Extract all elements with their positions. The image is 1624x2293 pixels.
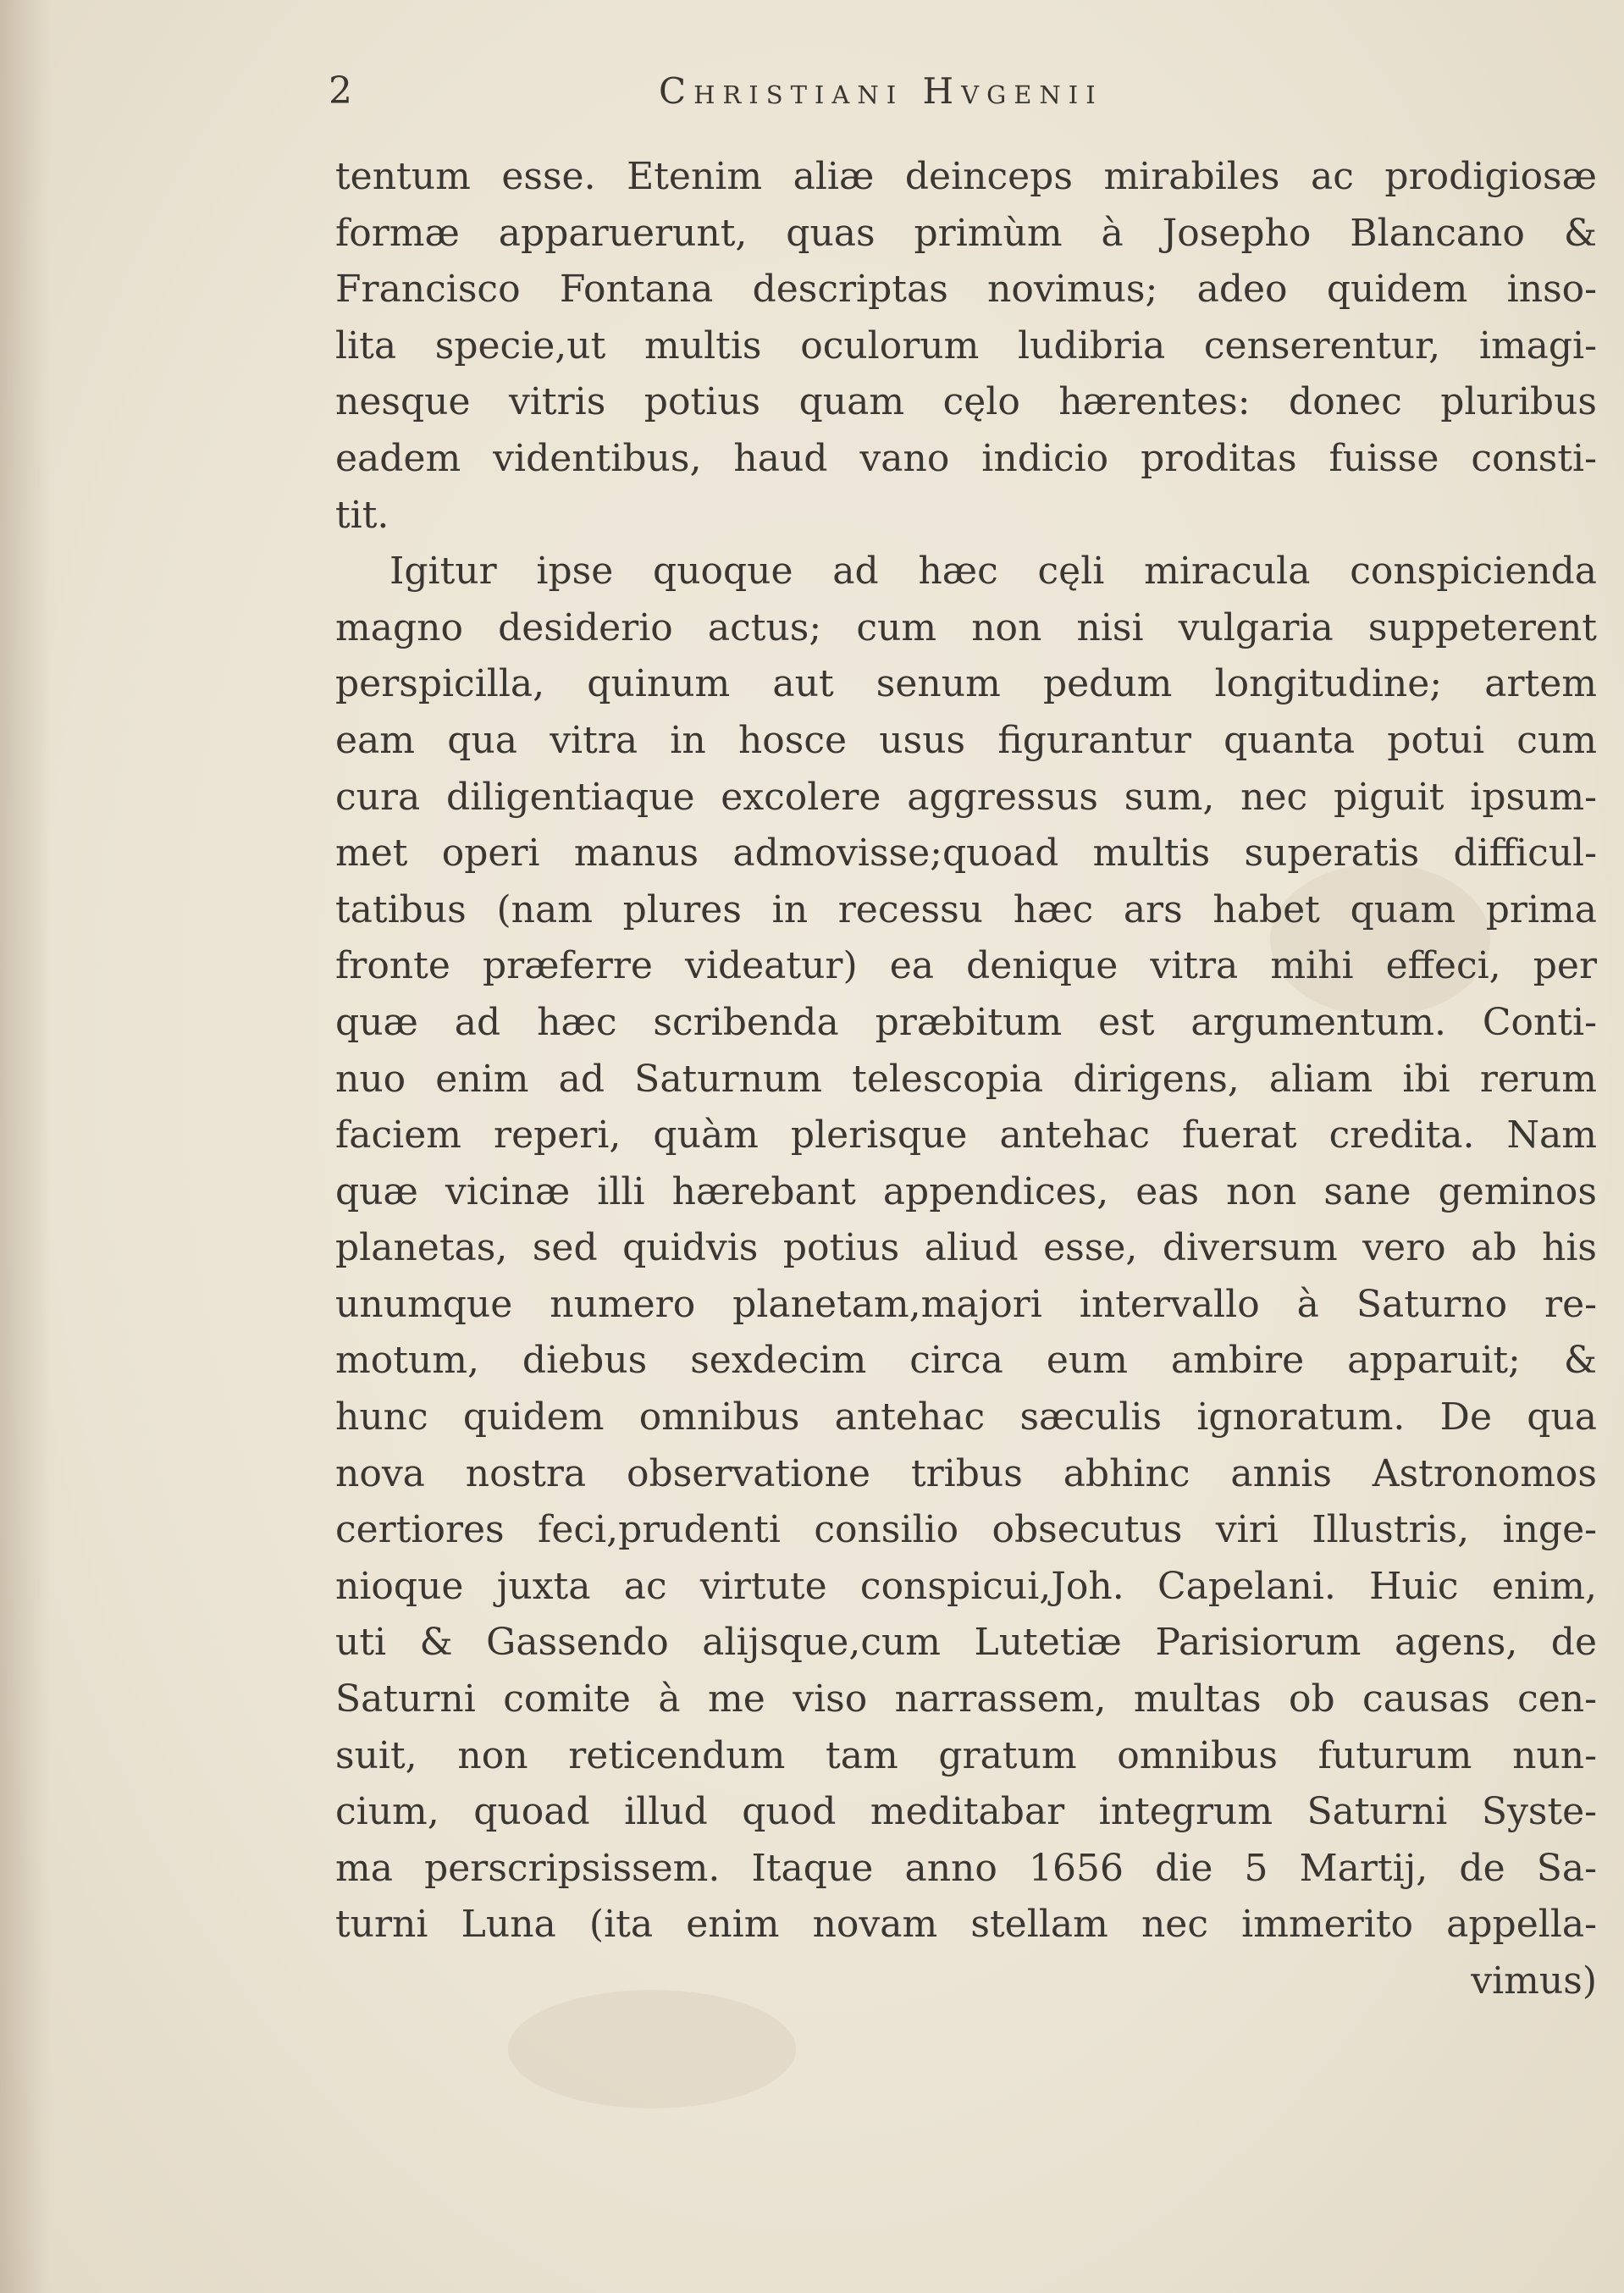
running-head: Christiani Hvgenii xyxy=(659,70,1103,112)
text-line: quæ vicinæ illi hærebant appendices, eas non sane geminos xyxy=(335,1169,1597,1213)
text-line: lita specie,ut multis oculorum ludibria censerentur, imagi- xyxy=(335,323,1597,367)
text-line: tatibus (nam plures in recessu hæc ars habet quam prima xyxy=(335,887,1597,931)
text-line: perspicilla, quinum aut senum pedum longitudine; artem xyxy=(335,662,1597,706)
text-line: hunc quidem omnibus antehac sæculis ignoratum. De qua xyxy=(335,1395,1597,1439)
text-line: nuo enim ad Saturnum telescopia dirigens, aliam ibi rerum xyxy=(335,1057,1597,1101)
text-line: Francisco Fontana descriptas novimus; adeo quidem inso- xyxy=(335,268,1597,312)
page-gutter-shadow xyxy=(0,0,51,2293)
text-line: met operi manus admovisse;quoad multis superatis difficul- xyxy=(335,832,1597,876)
text-line: formæ apparuerunt, quas primùm à Josepho Blancano & xyxy=(335,211,1597,255)
text-line: Saturni comite à me viso narrassem, multas ob causas cen- xyxy=(335,1677,1597,1721)
text-line: faciem reperi, quàm plerisque antehac fuerat credita. Nam xyxy=(335,1113,1597,1158)
body-text xyxy=(335,149,1597,2010)
catchword: vimus) xyxy=(1471,1959,1597,2003)
page-number: 2 xyxy=(329,69,352,113)
page-header xyxy=(329,66,1345,117)
text-line: unumque numero planetam,majori intervallo à Saturno re- xyxy=(335,1282,1597,1326)
text-line: certiores feci,prudenti consilio obsecutus viri Illustris, inge- xyxy=(335,1508,1597,1552)
text-line: eam qua vitra in hosce usus figurantur quanta potui cum xyxy=(335,718,1597,762)
text-line: tentum esse. Etenim aliæ deinceps mirabiles ac prodigiosæ xyxy=(335,155,1597,198)
text-line: cium, quoad illud quod meditabar integrum Saturni Syste- xyxy=(335,1790,1597,1834)
text-line: uti & Gassendo alijsque,cum Lutetiæ Parisiorum agens, de xyxy=(335,1621,1597,1665)
text-line: suit, non reticendum tam gratum omnibus futurum nun- xyxy=(335,1733,1597,1777)
text-line: Igitur ipse quoque ad hæc cęli miracula conspicienda xyxy=(389,550,1597,594)
text-line: tit. xyxy=(335,493,389,537)
text-line: nesque vitris potius quam cęlo hærentes: donec pluribus xyxy=(335,380,1597,424)
text-line: planetas, sed quidvis potius aliud esse, diversum vero ab his xyxy=(335,1226,1597,1270)
text-line: ma perscripsissem. Itaque anno 1656 die 5 Martij, de Sa- xyxy=(335,1846,1597,1890)
text-line: eadem videntibus, haud vano indicio proditas fuisse consti- xyxy=(335,436,1597,480)
text-line: cura diligentiaque excolere aggressus sum, nec piguit ipsum- xyxy=(335,775,1597,819)
text-line: quæ ad hæc scribenda præbitum est argumentum. Conti- xyxy=(335,1000,1597,1044)
text-line: motum, diebus sexdecim circa eum ambire apparuit; & xyxy=(335,1339,1597,1383)
text-line: nova nostra observatione tribus abhinc annis Astronomos xyxy=(335,1451,1597,1495)
text-line: nioque juxta ac virtute conspicui,Joh. Capelani. Huic enim, xyxy=(335,1564,1597,1608)
text-line: turni Luna (ita enim novam stellam nec immerito appella- xyxy=(335,1903,1597,1947)
text-line: fronte præferre videatur) ea denique vitra mihi effeci, per xyxy=(335,944,1597,988)
text-line: magno desiderio actus; cum non nisi vulgaria suppeterent xyxy=(335,605,1597,649)
